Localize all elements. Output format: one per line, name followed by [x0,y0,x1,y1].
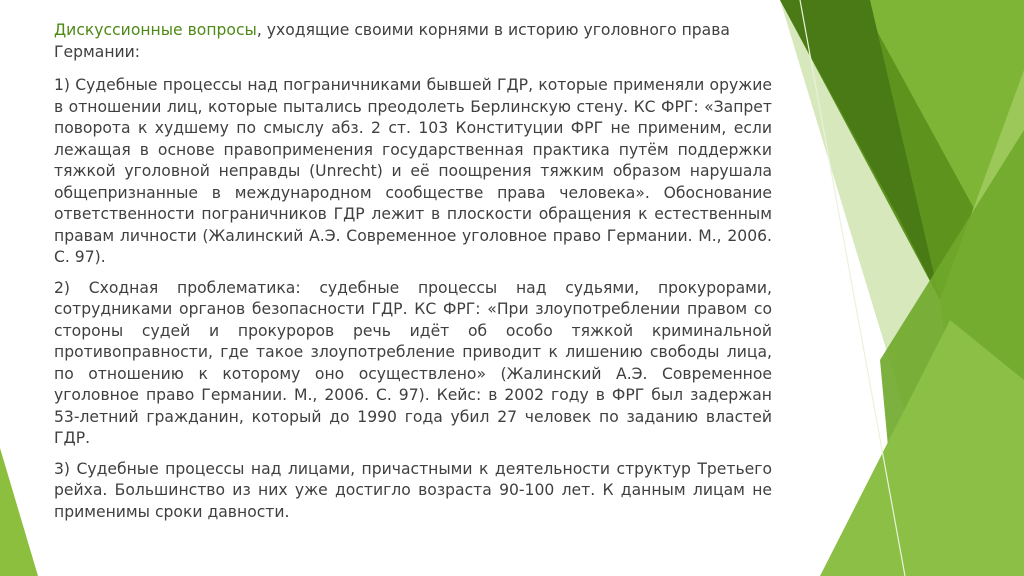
slide-title [54,20,772,63]
text-content [54,20,772,532]
paragraph-2: 2) Сходная проблематика: судебные процессы над судьями, прокурорами, сотрудниками органов безопасности ГДР. КС ФРГ: «При злоупотреблении правом со стороны судей и прокуроров речь идёт об особо тяжкой криминальной противоправности, где такое злоупотребление приводит к лишению свободы лица, по отношению к которому оно осуществлено» (Жалинский А.Э. Современное уголовное право Германии. М., 2006. С. 97). Кейс: в 2002 году в ФРГ был задержан 53-летний гражданин, который до 1990 года убил 27 человек по заданию властей ГДР. [54,278,772,447]
paragraph-1: 1) Судебные процессы над пограничниками бывшей ГДР, которые применяли оружие в отношении лиц, которые пытались преодолеть Берлинскую стену. КС ФРГ: «Запрет поворота к худшему по смыслу абз. 2 ст. 103 Конституции ФРГ не применим, если лежащая в основе правоприменения государственная практика путём поддержки тяжкой уголовной неправды (Unrecht) и её поощрения тяжким образом нарушала общепризнанные в международном сообществе права человека». Обоснование ответственности пограничников ГДР лежит в плоскости обращения к естественным правам личности (Жалинский А.Э. Современное уголовное право Германии. М., 2006. С. 97). [54,76,772,266]
left-corner-shape [0,448,38,576]
paragraph-3: 3) Судебные процессы над лицами, причастными к деятельности структур Третьего рейха. Большинство из них уже достигло возраста 90-100 лет. К данным лицам не применимы сроки давности. [54,459,772,521]
title-accent: Дискуссионные вопросы [54,21,257,39]
title-rest: , уходящие своими корнями в историю уголовного права Германии: [54,21,730,61]
